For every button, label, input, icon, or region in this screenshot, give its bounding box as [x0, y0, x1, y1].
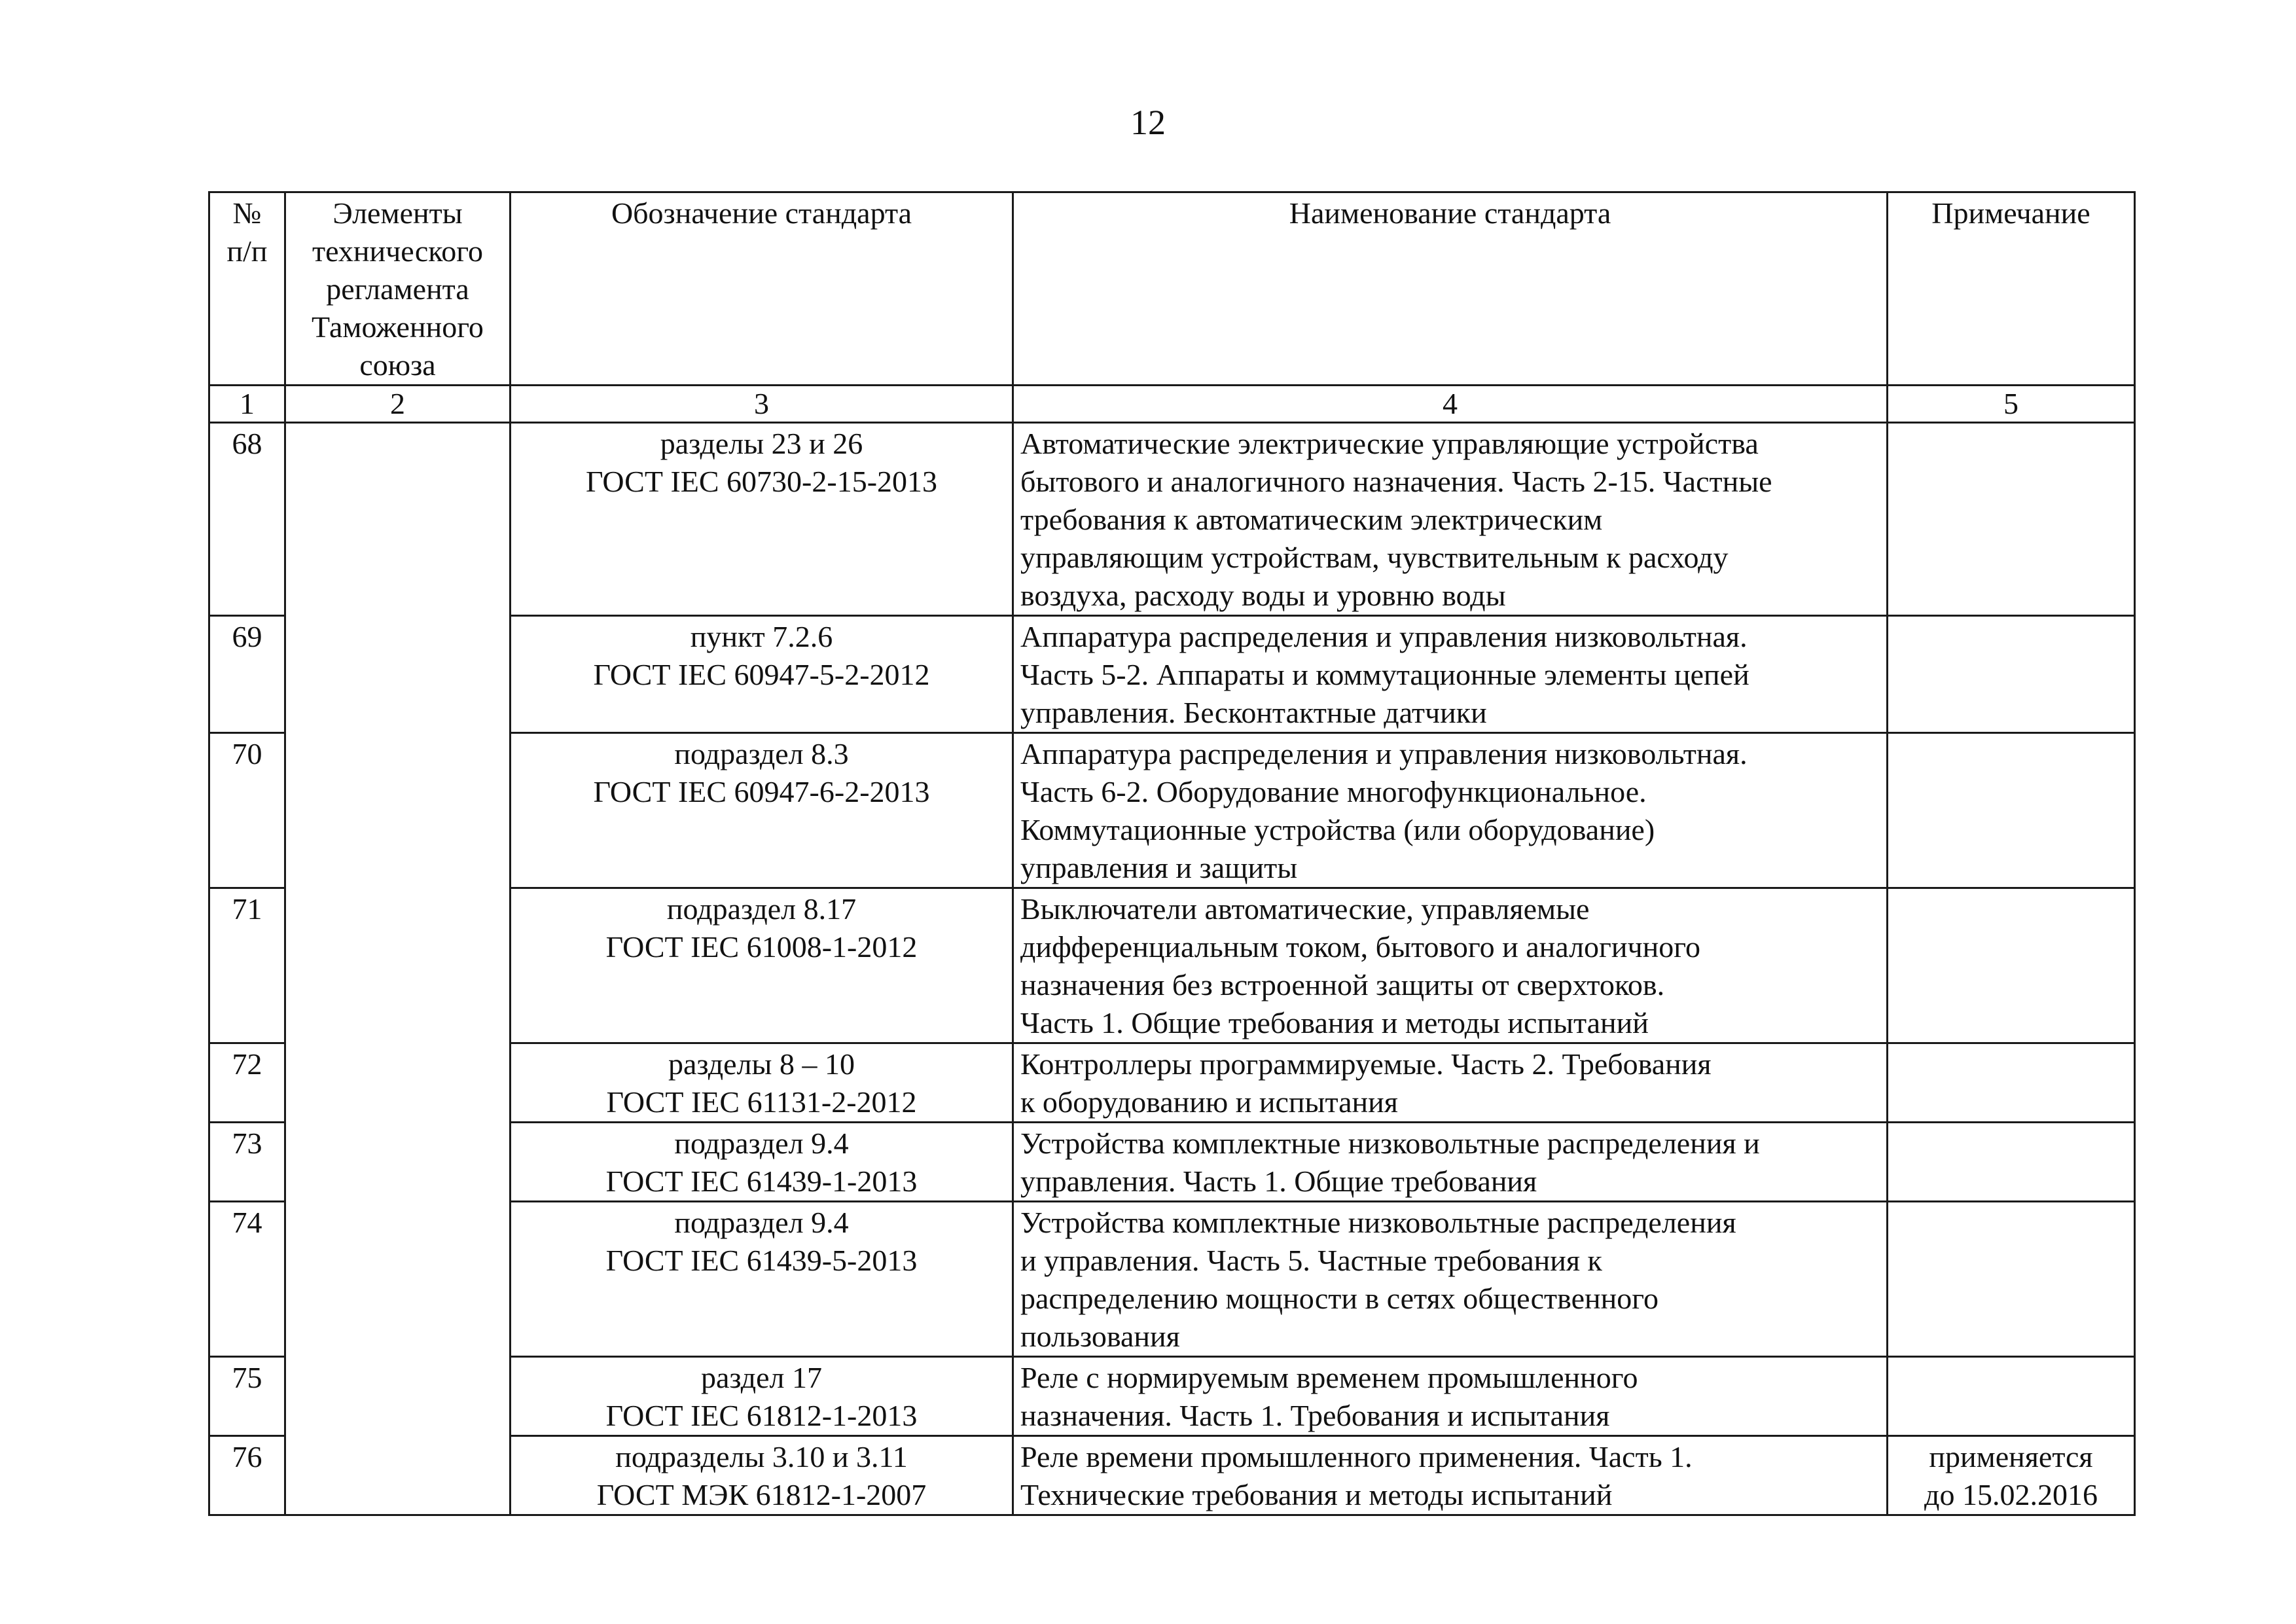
standard-name-line: Аппаратура распределения и управления низковольтная.	[1020, 737, 1748, 770]
standard-name-line: управляющим устройствам, чувствительным к расходу	[1020, 541, 1729, 574]
designation-line: ГОСТ МЭК 61812-1-2007	[596, 1478, 927, 1511]
designation-line: ГОСТ IEC 60730-2-15-2013	[585, 465, 938, 498]
note-cell	[1888, 616, 2135, 733]
note-cell	[1888, 1043, 2135, 1123]
note-line: до 15.02.2016	[1924, 1478, 2098, 1511]
standard-name-cell	[1013, 888, 1888, 1043]
table-header-row	[209, 192, 2135, 386]
column-index: 3	[511, 386, 1013, 423]
header-designation: Обозначение стандарта	[511, 192, 1013, 386]
column-index: 1	[209, 386, 285, 423]
row-number: 72	[209, 1043, 285, 1123]
designation-line: ГОСТ IEC 61131-2-2012	[606, 1085, 917, 1119]
designation-cell	[511, 616, 1013, 733]
note-cell	[1888, 423, 2135, 616]
standard-name-line: Технические требования и методы испытаний	[1020, 1478, 1613, 1511]
standard-name-line: требования к автоматическим электрическим	[1020, 503, 1603, 536]
designation-cell	[511, 1202, 1013, 1357]
standard-name-line: Реле с нормируемым временем промышленного	[1020, 1361, 1638, 1394]
standard-name-line: Устройства комплектные низковольтные распределения	[1020, 1206, 1736, 1239]
standard-name-line: управления и защиты	[1020, 851, 1298, 884]
designation-cell	[511, 1436, 1013, 1515]
header-num	[209, 192, 285, 386]
row-number: 74	[209, 1202, 285, 1357]
designation-line: пункт 7.2.6	[690, 620, 833, 653]
header-elements-line: технического	[312, 234, 483, 268]
column-index: 2	[285, 386, 511, 423]
note-cell	[1888, 1357, 2135, 1436]
standard-name-line: воздуха, расходу воды и уровню воды	[1020, 579, 1506, 612]
standard-name-line: Контроллеры программируемые. Часть 2. Требования	[1020, 1047, 1712, 1081]
designation-line: ГОСТ IEC 61812-1-2013	[605, 1399, 918, 1432]
standard-name-line: Часть 6-2. Оборудование многофункциональное.	[1020, 775, 1647, 808]
row-number: 69	[209, 616, 285, 733]
designation-line: ГОСТ IEC 60947-5-2-2012	[593, 658, 930, 691]
standards-table	[208, 191, 2136, 1516]
column-index: 5	[1888, 386, 2135, 423]
designation-line: подраздел 9.4	[674, 1127, 849, 1160]
note-cell	[1888, 1202, 2135, 1357]
column-index-row	[209, 386, 2135, 423]
standard-name-cell	[1013, 1043, 1888, 1123]
header-num-line: №	[232, 196, 262, 230]
standard-name-line: Автоматические электрические управляющие устройства	[1020, 427, 1759, 460]
note-line: применяется	[1929, 1440, 2093, 1473]
header-elements-line: союза	[359, 348, 436, 382]
header-name: Наименование стандарта	[1013, 192, 1888, 386]
standard-name-cell	[1013, 1202, 1888, 1357]
designation-line: разделы 8 – 10	[668, 1047, 855, 1081]
standard-name-line: управления. Бесконтактные датчики	[1020, 696, 1487, 729]
header-elements-line: Элементы	[332, 196, 463, 230]
standard-name-line: распределению мощности в сетях общественного	[1020, 1282, 1659, 1315]
designation-line: подразделы 3.10 и 3.11	[615, 1440, 908, 1473]
standard-name-line: и управления. Часть 5. Частные требования к	[1020, 1244, 1602, 1277]
designation-cell	[511, 1357, 1013, 1436]
standard-name-line: Устройства комплектные низковольтные распределения и	[1020, 1127, 1760, 1160]
standard-name-line: Часть 5-2. Аппараты и коммутационные элементы цепей	[1020, 658, 1749, 691]
standard-name-line: Аппаратура распределения и управления низковольтная.	[1020, 620, 1748, 653]
standard-name-line: дифференциальным током, бытового и аналогичного	[1020, 930, 1700, 964]
row-number: 70	[209, 733, 285, 888]
standard-name-line: Реле времени промышленного применения. Часть 1.	[1020, 1440, 1693, 1473]
note-cell	[1888, 1123, 2135, 1202]
header-num-line: п/п	[226, 234, 268, 268]
designation-line: ГОСТ IEC 61439-1-2013	[605, 1164, 918, 1198]
header-elements-line: регламента	[326, 272, 469, 306]
note-cell	[1888, 1436, 2135, 1515]
row-number: 76	[209, 1436, 285, 1515]
standard-name-line: Коммутационные устройства (или оборудование)	[1020, 813, 1655, 846]
designation-line: подраздел 8.3	[674, 737, 849, 770]
designation-line: разделы 23 и 26	[660, 427, 863, 460]
designation-line: ГОСТ IEC 61439-5-2013	[605, 1244, 918, 1277]
standard-name-cell	[1013, 1123, 1888, 1202]
standard-name-cell	[1013, 616, 1888, 733]
column-index: 4	[1013, 386, 1888, 423]
header-elements	[285, 192, 511, 386]
note-cell	[1888, 733, 2135, 888]
designation-line: подраздел 9.4	[674, 1206, 849, 1239]
standard-name-line: Часть 1. Общие требования и методы испытаний	[1020, 1006, 1649, 1039]
standard-name-cell	[1013, 1357, 1888, 1436]
table-body	[209, 423, 2135, 1515]
header-elements-line: Таможенного	[312, 310, 484, 344]
standard-name-line: назначения без встроенной защиты от сверхтоков.	[1020, 968, 1665, 1001]
table-row	[209, 423, 2135, 616]
designation-line: раздел 17	[700, 1361, 823, 1394]
row-number: 73	[209, 1123, 285, 1202]
standard-name-line: управления. Часть 1. Общие требования	[1020, 1164, 1537, 1198]
row-number: 75	[209, 1357, 285, 1436]
row-number: 71	[209, 888, 285, 1043]
standard-name-line: к оборудованию и испытания	[1020, 1085, 1398, 1119]
standard-name-cell	[1013, 1436, 1888, 1515]
designation-cell	[511, 1123, 1013, 1202]
standard-name-line: бытового и аналогичного назначения. Часть 2-15. Частные	[1020, 465, 1772, 498]
designation-line: подраздел 8.17	[666, 892, 857, 926]
note-cell	[1888, 888, 2135, 1043]
header-note: Примечание	[1888, 192, 2135, 386]
designation-cell	[511, 733, 1013, 888]
standard-name-line: Выключатели автоматические, управляемые	[1020, 892, 1590, 926]
designation-cell	[511, 888, 1013, 1043]
standard-name-line: назначения. Часть 1. Требования и испытания	[1020, 1399, 1610, 1432]
row-number: 68	[209, 423, 285, 616]
page-number: 12	[1130, 103, 1166, 142]
standard-name-cell	[1013, 423, 1888, 616]
designation-line: ГОСТ IEC 61008-1-2012	[605, 930, 918, 964]
designation-cell	[511, 1043, 1013, 1123]
standard-name-line: пользования	[1020, 1320, 1180, 1353]
standard-name-cell	[1013, 733, 1888, 888]
designation-cell	[511, 423, 1013, 616]
designation-line: ГОСТ IEC 60947-6-2-2013	[593, 775, 930, 808]
elements-cell	[285, 423, 511, 1515]
